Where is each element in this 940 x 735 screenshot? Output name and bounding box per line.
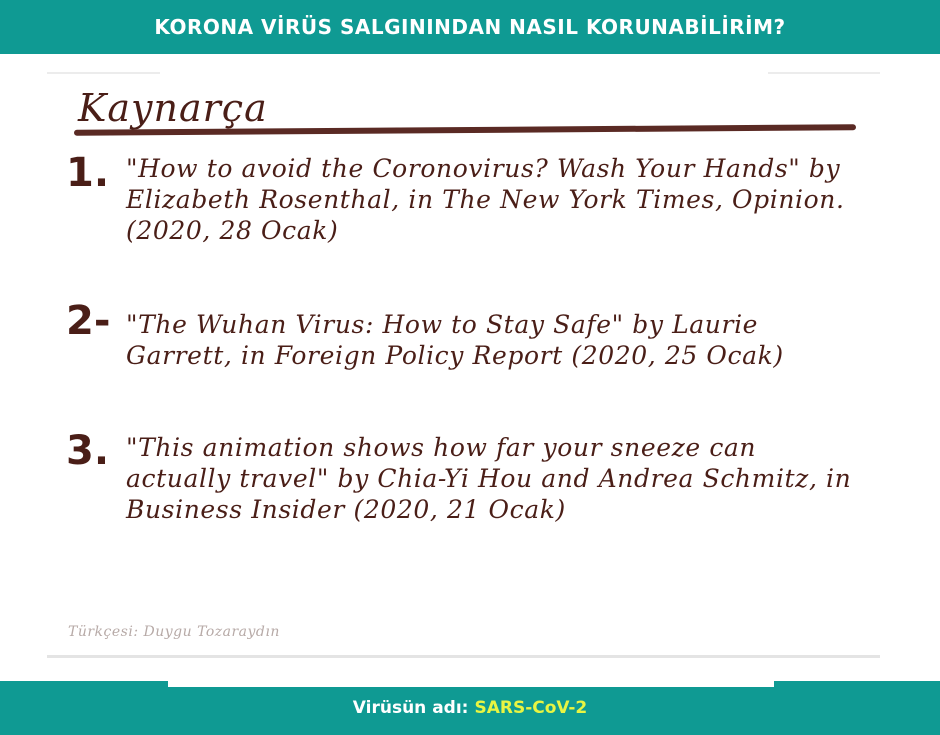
footer-label: Virüsün adı: [352, 698, 469, 718]
reference-number-2: 2- [66, 298, 111, 344]
reference-text-2: "The Wuhan Virus: How to Stay Safe" by Laurie Garrett, in Foreign Policy Report (2020, 25 Ocak) [126, 310, 784, 370]
card-top-rule-right [768, 72, 880, 74]
reference-text-1: "How to avoid the Coronovirus? Wash Your Hands" by Elizabeth Rosenthal, in The New York Times, Opinion. (2020, 28 Ocak) [126, 154, 845, 245]
footer-tab-notch [168, 681, 774, 687]
virus-name: SARS-CoV-2 [474, 698, 588, 718]
reference-number-3: 3. [66, 428, 110, 474]
page-title: KORONA VİRÜS SALGININDAN NASIL KORUNABİLİRİM? [154, 15, 786, 39]
card-heading: Kaynarça [78, 86, 268, 130]
card-top-rule-left [47, 72, 160, 74]
header-bar [0, 0, 940, 54]
translator-credit: Türkçesi: Duygu Tozaraydın [68, 624, 280, 640]
reference-number-1: 1. [66, 150, 110, 196]
card-bottom-rule [47, 655, 880, 658]
reference-text-3: "This animation shows how far your sneeze can actually travel" by Chia-Yi Hou and Andrea Schmitz, in Business Insider (2020, 21 Ocak) [126, 433, 852, 524]
footer-bar [0, 681, 940, 735]
